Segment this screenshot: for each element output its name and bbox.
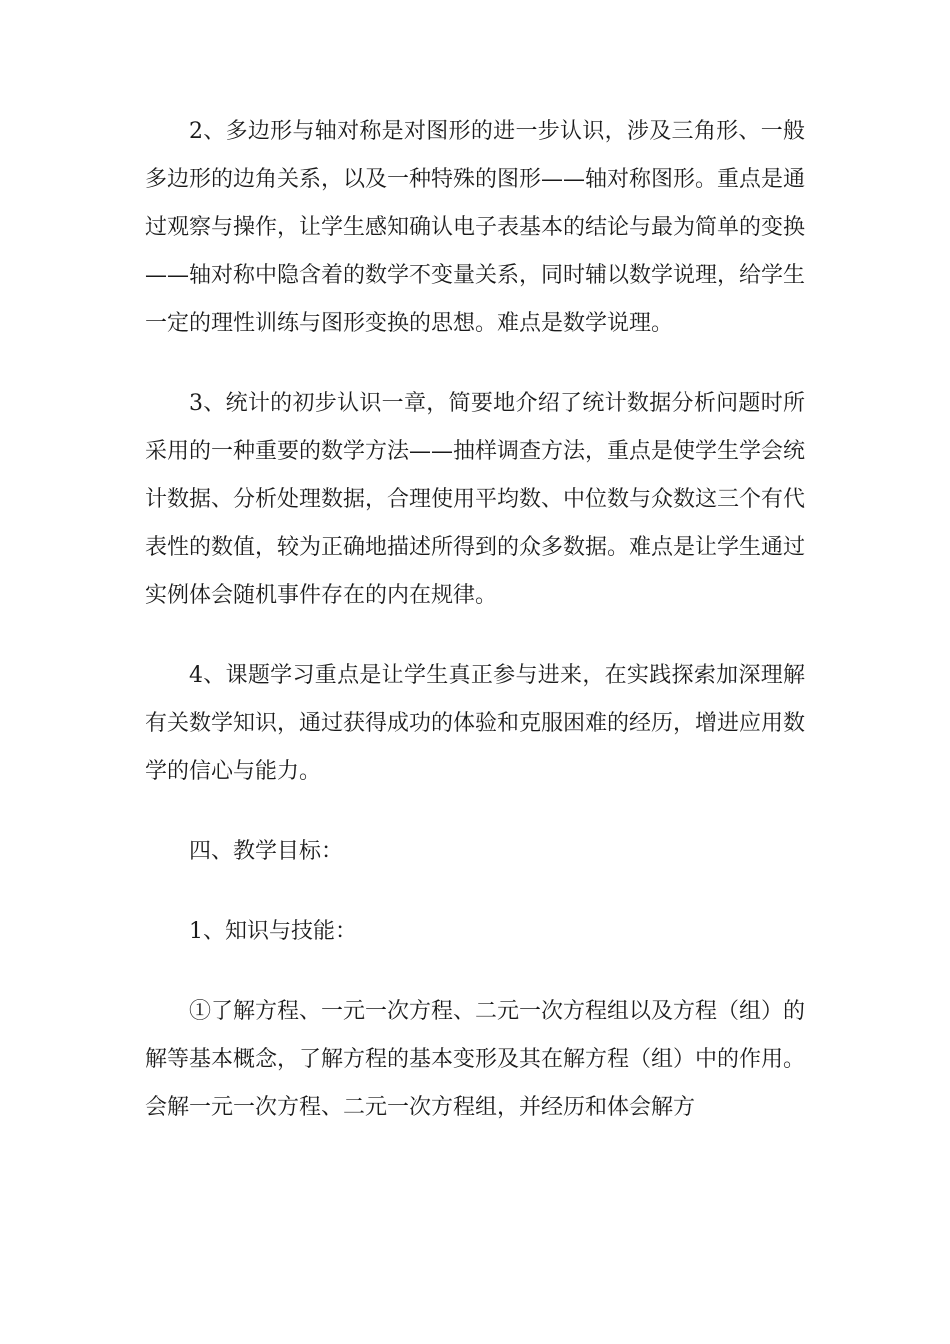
paragraph-equations: ①了解方程、一元一次方程、二元一次方程组以及方程（组）的解等基本概念，了解方程的基本变形及其在解方程（组）中的作用。会解一元一次方程、二元一次方程组，并经历和体会解方 — [145, 999, 806, 1120]
paragraph-gap — [145, 956, 805, 988]
document-body — [145, 108, 805, 1132]
paragraph-statistics: 3、统计的初步认识一章，简要地介绍了统计数据分析问题时所采用的一种重要的数学方法——抽样调查方法，重点是使学生学会统计数据、分析处理数据，合理使用平均数、中位数与众数这三个有代表性的数值，较为正确地描述所得到的众多数据。难点是让学生通过实例体会随机事件存在的内在规律。 — [145, 391, 806, 608]
subheading-knowledge-skills: 1、知识与技能： — [189, 919, 357, 944]
paragraph-polygon-symmetry: 2、多边形与轴对称是对图形的进一步认识，涉及三角形、一般多边形的边角关系，以及一种特殊的图形——轴对称图形。重点是通过观察与操作，让学生感知确认电子表基本的结论与最为简单的变换——轴对称中隐含着的数学不变量关系，同时辅以数学说理，给学生一定的理性训练与图形变换的思想。难点是数学说理。 — [145, 119, 806, 336]
paragraph-gap — [145, 796, 805, 828]
paragraph-gap — [145, 620, 805, 652]
paragraph-gap — [145, 876, 805, 908]
paragraph-topic-study: 4、课题学习重点是让学生真正参与进来，在实践探索加深理解有关数学知识，通过获得成功的体验和克服困难的经历，增进应用数学的信心与能力。 — [145, 663, 806, 784]
paragraph-gap — [145, 348, 805, 380]
section-heading-teaching-goals: 四、教学目标： — [189, 839, 344, 864]
